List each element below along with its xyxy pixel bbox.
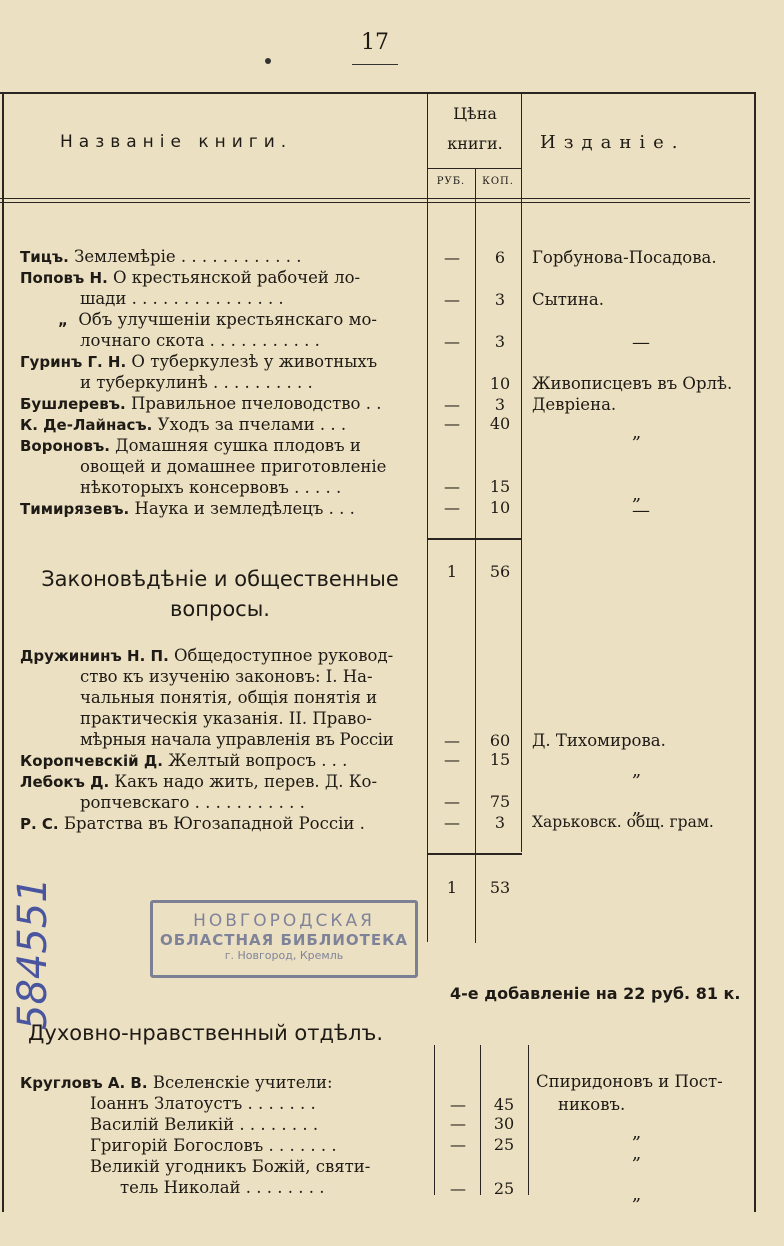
list-item: Бушлеревъ. Правильное пчеловодство . .: [20, 394, 382, 413]
price-kop: 40: [489, 414, 511, 433]
left-border: [2, 92, 4, 1212]
list-item: Григорій Богословъ . . . . . . .: [90, 1136, 337, 1155]
page-number: 17: [361, 30, 389, 55]
price-rub: —: [450, 1179, 466, 1198]
price-kop: 15: [489, 477, 511, 496]
header-rule-2: [0, 202, 750, 203]
page-number-rule: [352, 64, 398, 65]
list-item: ропчевскаго . . . . . . . . . . .: [80, 793, 305, 812]
header-price-line2: книги.: [447, 134, 503, 153]
list-item: Кругловъ А. В. Вселенскіе учители:: [20, 1073, 333, 1092]
addition-note: 4-е добавленіе на 22 руб. 81 к.: [450, 984, 741, 1003]
price-kop: 60: [489, 731, 511, 750]
publisher: Девріена.: [532, 395, 617, 414]
price-rub: —: [444, 332, 460, 351]
list-item: практическія указанія. II. Право-: [80, 709, 372, 728]
price-rub: —: [450, 1095, 466, 1114]
price-kop: 75: [489, 792, 511, 811]
list-item: Гуринъ Г. Н. О туберкулезѣ у животныхъ: [20, 352, 378, 371]
price-kop: 25: [493, 1135, 515, 1154]
right-border: [754, 92, 756, 1212]
price-kop: 45: [493, 1095, 515, 1114]
list-item: Поповъ Н. О крестьянской рабочей ло-: [20, 268, 361, 287]
header-kop: КОП.: [482, 176, 514, 187]
price-kop: 3: [494, 395, 506, 414]
subtotal-kop: 56: [489, 562, 511, 581]
list-item: и туберкулинѣ . . . . . . . . . .: [80, 373, 313, 392]
price-rub: —: [444, 477, 460, 496]
list-item: Дружининъ Н. П. Общедоступное руковод-: [20, 646, 394, 665]
publisher: „: [632, 1143, 642, 1164]
price-kop: 3: [494, 813, 506, 832]
price-rub: —: [450, 1135, 466, 1154]
publisher: „: [632, 484, 642, 505]
price-kop: 10: [489, 498, 511, 517]
list-item: Великій угодникъ Божій, святи-: [90, 1157, 371, 1176]
price-rub: —: [444, 792, 460, 811]
publisher: никовъ.: [558, 1095, 626, 1114]
table-top-rule: [0, 92, 756, 94]
price-kop: 3: [494, 332, 506, 351]
price-rub: —: [444, 414, 460, 433]
subtotal-kop: 53: [489, 878, 511, 897]
price-rub: —: [444, 813, 460, 832]
col-divider-title: [427, 92, 428, 942]
inventory-number: 584551: [10, 877, 56, 1030]
list-item: тель Николай . . . . . . . .: [120, 1178, 325, 1197]
list-item: овощей и домашнее приготовленіе: [80, 457, 387, 476]
col-divider-kop-2: [528, 1045, 529, 1195]
publisher: „: [632, 1184, 642, 1205]
list-item: ство къ изученію законовъ: I. На-: [80, 667, 373, 686]
price-rub: —: [444, 290, 460, 309]
price-rub: —: [444, 395, 460, 414]
list-item: Лебокъ Д. Какъ надо жить, перев. Д. Ко-: [20, 772, 378, 791]
list-item: Коропчевскій Д. Желтый вопросъ . . .: [20, 751, 348, 770]
publisher: Спиридоновъ и Пост-: [536, 1072, 723, 1091]
list-item: Вороновъ. Домашняя сушка плодовъ и: [20, 436, 361, 455]
price-rub: —: [444, 750, 460, 769]
publisher: Д. Тихомирова.: [532, 731, 666, 750]
price-kop: 25: [493, 1179, 515, 1198]
list-item: лочнаго скота . . . . . . . . . . .: [80, 331, 320, 350]
header-book-title: Названіе книги.: [60, 132, 293, 152]
price-rub: —: [444, 498, 460, 517]
publisher: „: [632, 422, 642, 443]
list-item: Василій Великій . . . . . . . .: [90, 1115, 319, 1134]
price-kop: 6: [494, 248, 506, 267]
publisher: —: [632, 332, 650, 353]
col-divider-rub: [475, 168, 476, 943]
publisher: „: [632, 1122, 642, 1143]
list-item: Р. С. Братства въ Югозападной Россіи .: [20, 814, 365, 833]
price-kop: 15: [489, 750, 511, 769]
price-kop: 3: [494, 290, 506, 309]
price-rub: —: [444, 731, 460, 750]
subtotal-rub: 1: [446, 878, 458, 897]
list-item: чальныя понятія, общія понятія и: [80, 688, 378, 707]
price-rub: —: [444, 248, 460, 267]
header-rule-1: [0, 198, 750, 199]
publisher: Сытина.: [532, 290, 604, 309]
list-item: шади . . . . . . . . . . . . . . .: [80, 289, 284, 308]
subtotal-rule-2: [428, 853, 522, 855]
ink-dot: [265, 58, 271, 64]
list-item: мѣрныя начала управленія въ Россіи: [80, 730, 394, 749]
publisher: „: [632, 760, 642, 781]
header-price-line1: Цѣна: [453, 104, 497, 123]
publisher: —: [632, 500, 650, 521]
list-item: К. Де-Лайнасъ. Уходъ за пчелами . . .: [20, 415, 347, 434]
section-heading: Законовѣдѣніе и общественные вопросы.: [41, 567, 399, 621]
subtotal-rub: 1: [446, 562, 458, 581]
header-rub: РУБ.: [436, 176, 466, 187]
subtotal-rule-1: [428, 538, 522, 540]
price-kop: 30: [493, 1114, 515, 1133]
price-kop: 10: [489, 374, 511, 393]
list-item: нѣкоторыхъ консервовъ . . . . .: [80, 478, 342, 497]
price-rub: —: [450, 1114, 466, 1133]
list-item: „ Объ улучшеніи крестьянскаго мо-: [58, 310, 377, 329]
library-stamp: НОВГОРОДСКАЯ ОБЛАСТНАЯ БИБЛИОТЕКА г. Новгород, Кремль: [150, 900, 418, 978]
list-item: Іоаннъ Златоустъ . . . . . . .: [90, 1094, 316, 1113]
publisher: Харьковск. общ. грам.: [532, 813, 714, 831]
list-item: Тимирязевъ. Наука и земледѣлецъ . . .: [20, 499, 355, 518]
publisher: „: [632, 798, 642, 819]
list-item: Тицъ. Землемѣріе . . . . . . . . . . . .: [20, 247, 302, 266]
publisher: Горбунова-Посадова.: [532, 248, 717, 267]
header-edition: Изданіе.: [540, 132, 686, 153]
publisher: Живописцевъ въ Орлѣ.: [532, 374, 733, 393]
section-heading: Духовно-нравственный отдѣлъ.: [28, 1021, 384, 1045]
